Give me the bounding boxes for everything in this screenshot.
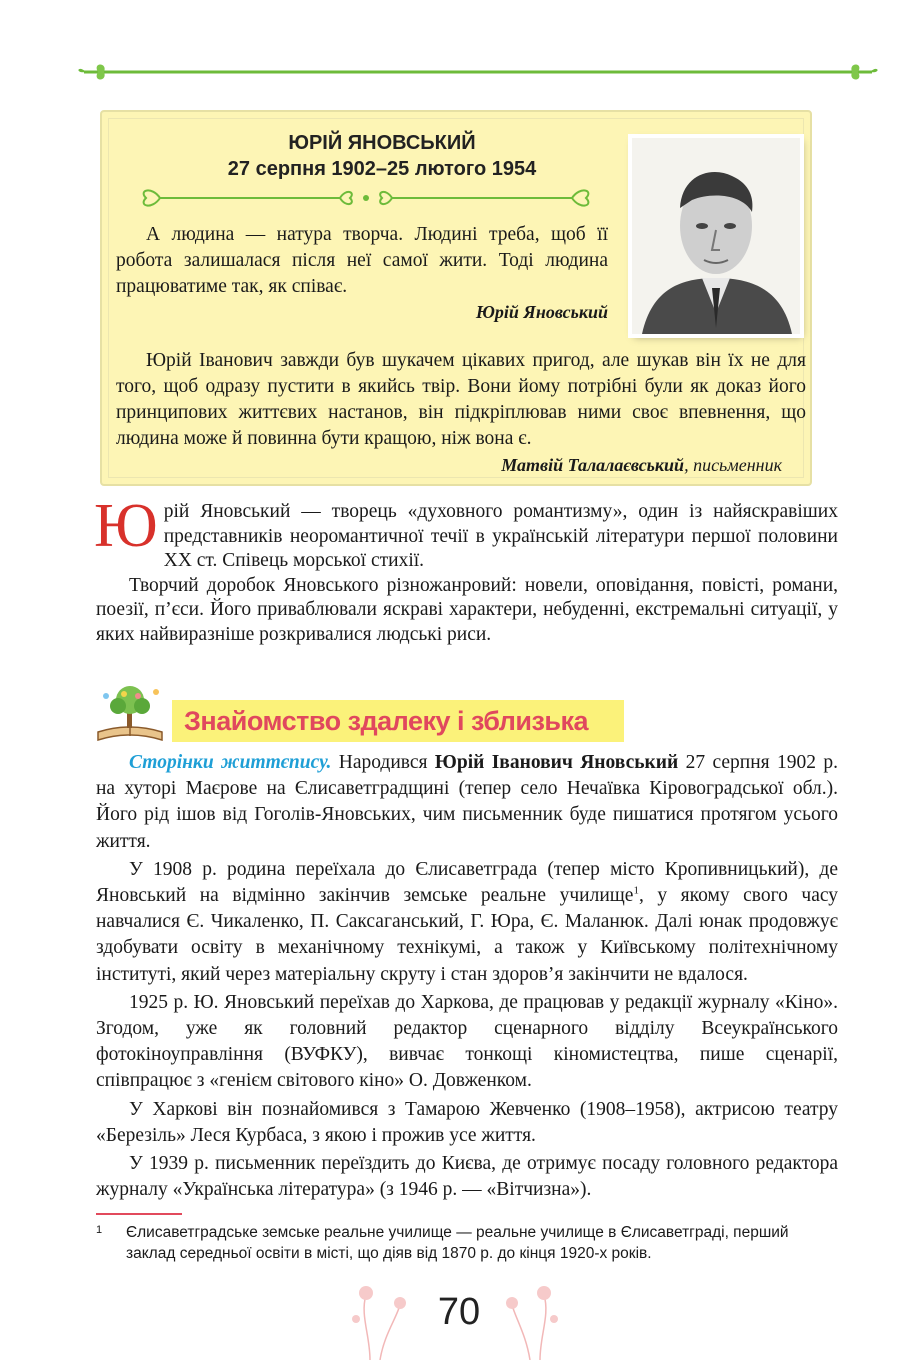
full-name: Юрій Іванович Яновський <box>434 752 679 773</box>
bio-paragraph-1: Сторінки життєпису. Народився Юрій Іванович Яновський 27 серпня 1902 р. на хуторі Маєрове на Єлисаветградщині (тепер село Нечаївка Кіровоградської обл.). Його рід ішов від Гоголів-Яновських, чим письменник буде пишатися протягом усього життя. <box>96 752 838 852</box>
critic-name: Матвій Талалаєвський <box>501 455 685 475</box>
footnote-divider <box>96 1213 182 1215</box>
author-card <box>100 110 812 486</box>
epigraph <box>116 222 608 324</box>
critic-quote <box>116 348 806 478</box>
epigraph-text: А людина — натура творча. Людині треба, щоб її робота залишалася після неї самої жити. Тоді людина працюватиме так, як співає. <box>116 224 608 297</box>
intro-paragraph-2: Творчий доробок Яновського різножанровий: новели, оповідання, повісті, романи, поезії, п’єси. Його приваблювали яскраві характери, небуденні, екстремальні ситуації, у яких найвиразніше розкривалися людські риси. <box>96 574 838 645</box>
top-vine-ornament <box>78 60 878 84</box>
bio-paragraph-3: 1925 р. Ю. Яновський переїхав до Харкова, де працював у редакції журналу «Кіно». Згодом, уже як головний редактор сценарного відділу Всеукраїнського фотокіноуправління (ВУФКУ), вивчає тонкощі кіномистецтва, пише сценарії, співпрацює з «генієм світового кіно» О. Довженком. <box>96 991 838 1092</box>
book-tree-icon <box>94 682 166 746</box>
bio-paragraph-2: У 1908 р. родина переїхала до Єлисаветграда (тепер місто Кропивницький), де Яновський на відмінно закінчив земське реальне училище$^1$, у якому свого часу навчалися Є. Чикаленко, П. Саксаганський, Г. Юра, Є. Маланюк. Далі юнак продовжує здобувати освіту в механічному технікумі, а також у Київському політехнічному інституті, який через матеріальну скруту і стан здоров’я закінчити не вдалося. <box>96 858 838 985</box>
author-dates: 27 серпня 1902–25 лютого 1954 <box>227 158 537 180</box>
biography-lead: Сторінки життєпису. <box>129 752 332 773</box>
page-number: 70 <box>437 1291 481 1333</box>
epigraph-author: Юрій Яновський <box>475 302 608 322</box>
author-portrait <box>632 138 800 334</box>
footnote <box>96 1222 838 1264</box>
author-name: ЮРІЙ ЯНОВСЬКИЙ <box>288 132 476 154</box>
title-ornament <box>124 184 608 212</box>
footnote-text: Єлисаветградське земське реальне училище — реальне училище в Єлисаветграді, перший заклад середньої освіти в місті, що діяв від 1870 р. до кінця 1920-х років. <box>126 1224 789 1262</box>
drop-cap: Ю <box>94 492 158 560</box>
bio-paragraph-4: У Харкові він познайомився з Тамарою Жевченко (1908–1958), актрисою театру «Березіль» Леся Курбаса, з якою і прожив усе життя. <box>96 1098 838 1146</box>
footnote-reference[interactable]: 1 <box>633 884 639 897</box>
footnote-mark: 1 <box>96 1224 103 1236</box>
critic-quote-signature <box>116 452 806 478</box>
biography-text <box>96 750 838 1205</box>
intro-text <box>94 492 838 647</box>
critic-role: , письменник <box>684 455 782 475</box>
intro-paragraph-1: рій Яновський — творець «духовного романтизму», один із найяскравіших представників неоромантичної течії в українській літератури першої половини XX ст. Співець морської стихії. <box>163 501 838 571</box>
section-title: Знайомство здалеку і зблизька <box>184 706 589 736</box>
author-card-heading <box>102 130 662 182</box>
bio-paragraph-5: У 1939 р. письменник переїздить до Києва, де отримує посаду головного редактора журналу «Українська література» (з 1946 р. — «Вітчизна»). <box>96 1153 838 1201</box>
critic-quote-text: Юрій Іванович завжди був шукачем цікавих пригод, але шукав він їх не для того, щоб одразу пустити в якийсь твір. Вони йому потрібні були як доказ його принципових життєвих настанов, він підкріплював ними своє впевнення, що людина може й повинна бути кращою, ніж вона є. <box>116 350 806 449</box>
